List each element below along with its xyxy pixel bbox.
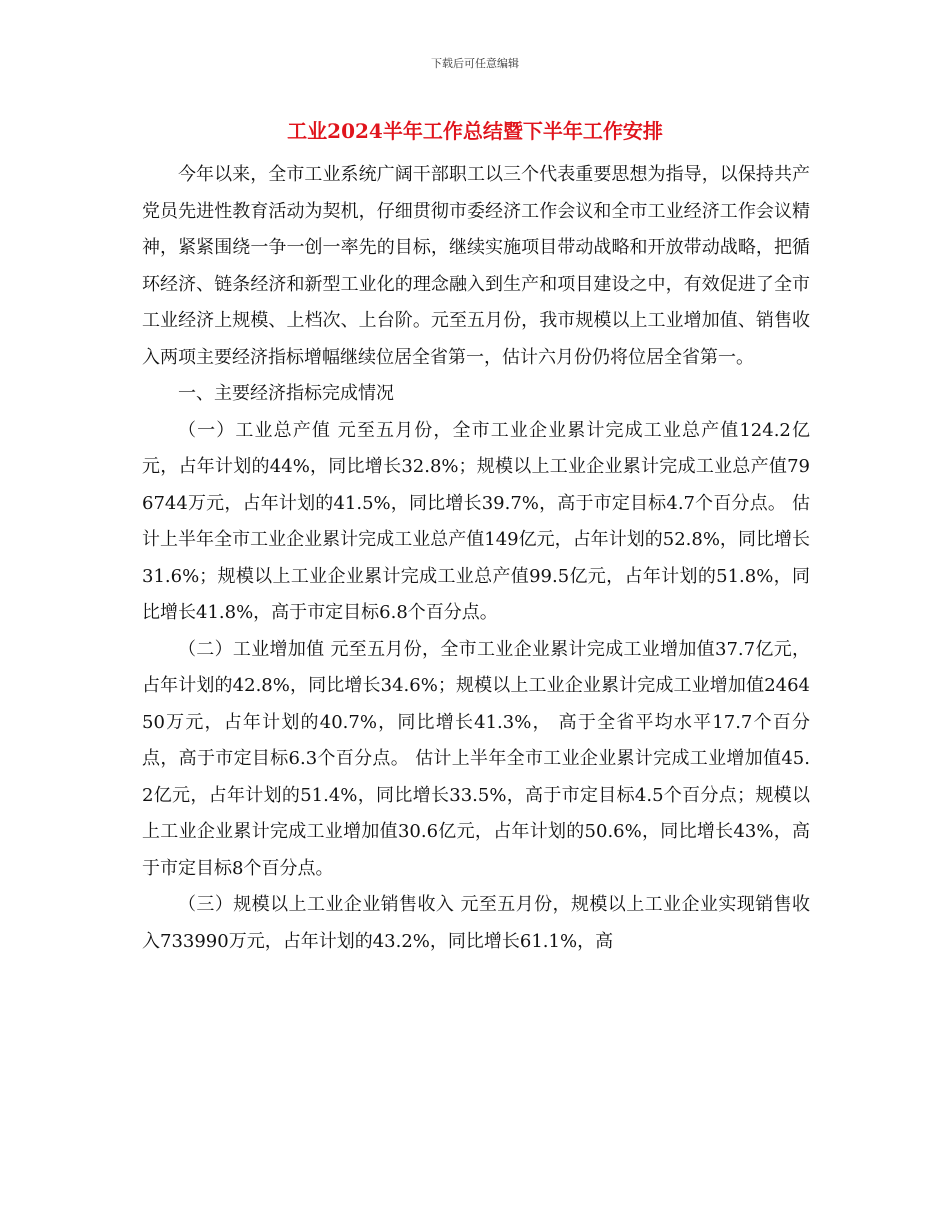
section-heading-1: 一、主要经济指标完成情况 xyxy=(178,383,394,404)
paragraph-value-added: （二）工业增加值 元至五月份，全市工业企业累计完成工业增加值37.7亿元，占年计划的42.8%，同比增长34.6%；规模以上工业企业累计完成工业增加值246450万元，占年计划的40.7%，同比增长41.3%， 高于全省平均水平17.7个百分点，高于市定目标6.3个百分点。 估计上半年全市工业企业累计完成工业增加值45.2亿元，占年计划的51.4%，同比增长33.5%，高于市定目标4.5个百分点；规模以上工业企业累计完成工业增加值30.6亿元，占年计划的50.6%，同比增长43%，高于市定目标8个百分点。 xyxy=(142,638,810,879)
document-title: 工业2024半年工作总结暨下半年工作安排 xyxy=(287,119,663,143)
document-body xyxy=(142,157,810,960)
paragraph-sales-revenue: （三）规模以上工业企业销售收入 元至五月份，规模以上工业企业实现销售收入733990万元，占年计划的43.2%，同比增长61.1%，高 xyxy=(142,894,810,952)
paragraph-intro: 今年以来，全市工业系统广阔干部职工以三个代表重要思想为指导，以保持共产党员先进性教育活动为契机，仔细贯彻市委经济工作会议和全市工业经济工作会议精神，紧紧围绕一争一创一率先的目标，继续实施项目带动战略和开放带动战略，把循环经济、链条经济和新型工业化的理念融入到生产和项目建设之中，有效促进了全市工业经济上规模、上档次、上台阶。元至五月份，我市规模以上工业增加值、销售收入两项主要经济指标增幅继续位居全省第一，估计六月份仍将位居全省第一。 xyxy=(142,164,810,368)
header-note: 下载后可任意编辑 xyxy=(431,57,519,70)
paragraph-gross-output: （一）工业总产值 元至五月份，全市工业企业累计完成工业总产值124.2亿元，占年计划的44%，同比增长32.8%；规模以上工业企业累计完成工业总产值796744万元，占年计划的41.5%，同比增长39.7%，高于市定目标4.7个百分点。 估计上半年全市工业企业累计完成工业总产值149亿元，占年计划的52.8%，同比增长31.6%；规模以上工业企业累计完成工业总产值99.5亿元，占年计划的51.8%，同比增长41.8%，高于市定目标6.8个百分点。 xyxy=(142,419,810,623)
